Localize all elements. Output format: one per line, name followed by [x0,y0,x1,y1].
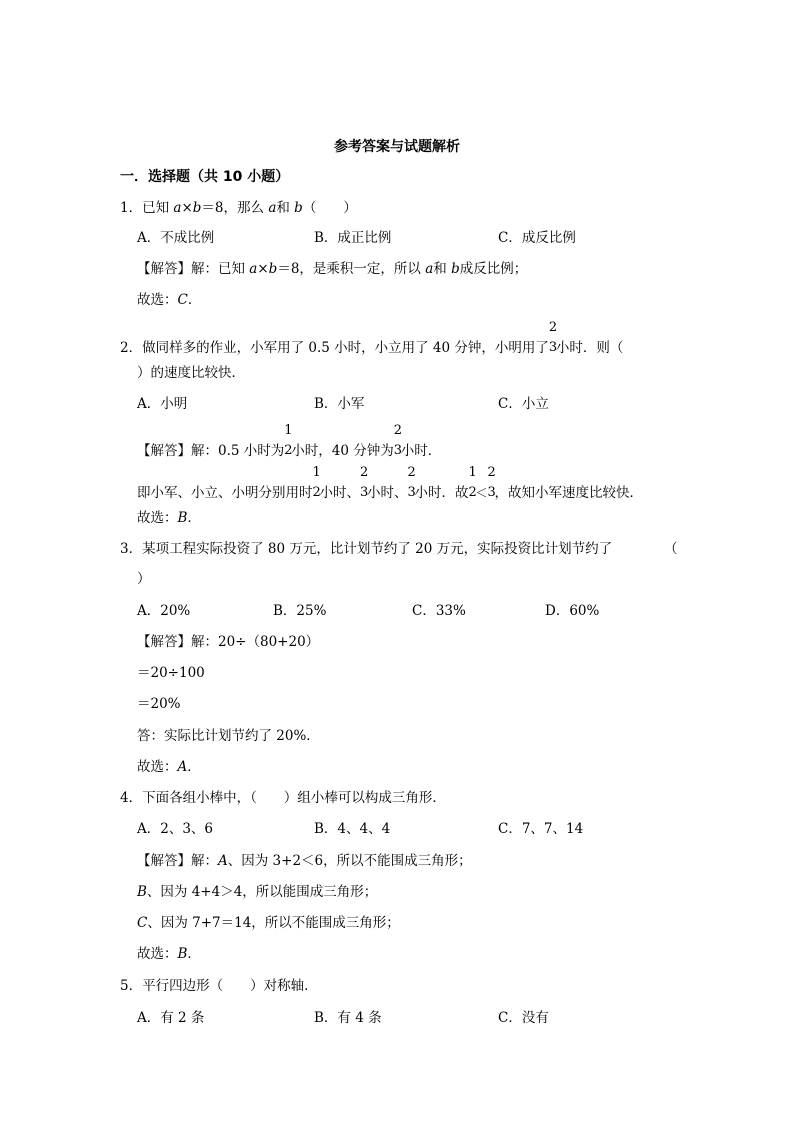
question-4-option-a: A．2、3、6 [137,821,214,837]
question-1-stem: 1．已知 a×b＝8，那么 a和 b（ ） [120,200,357,216]
question-5-option-c: C．没有 [498,1010,549,1026]
question-2-answer-line2: 即小军、小立、小明分别用时 1 2 小时、 2 3 小时、 2 3 小时．故 1 2 ＜ 2 3 ，故知小军速度比较快． [137,465,644,501]
question-2-choice: 故选：B． [137,510,201,526]
question-3-answer-line1: 【解答】解：20÷（80+20） [137,634,320,650]
question-5-option-b: B．有 4 条 [314,1010,382,1026]
fraction-1-2: 1 2 [312,465,321,500]
question-3-option-c: C．33% [412,603,466,619]
page-title: 参考答案与试题解析 [334,139,460,155]
question-3-paren-open: （ [664,541,678,557]
question-3-answer-line2: ＝20÷100 [137,665,205,681]
question-1-option-b: B．成正比例 [314,230,392,246]
question-3-answer-line4: 答：实际比计划节约了 20%． [137,728,320,744]
question-1-choice: 故选：C． [137,292,202,308]
question-4-answer-line2: B、因为 4+4＞4，所以能围成三角形； [137,884,378,900]
question-3-choice: 故选：A． [137,759,201,775]
question-5-stem: 5．平行四边形（ ）对称轴． [120,978,318,994]
question-4-option-c: C．7、7、14 [498,821,584,837]
section-heading: 一．选择题（共 10 小题） [120,169,290,185]
fraction-1-2: 1 2 [284,423,293,458]
question-2-stem-line1: 2．做同样多的作业，小军用了 0.5 小时，小立用了 40 分钟，小明用了 2 3 小时．则（ [120,320,624,356]
question-4-answer-line3: C、因为 7+7＝14，所以不能围成三角形； [137,915,400,931]
question-3-stem-line2: ） [137,571,151,587]
question-3-answer-line3: ＝20% [137,696,181,712]
question-4-option-b: B．4、4、4 [314,821,391,837]
question-4-stem: 4．下面各组小棒中，（ ）组小棒可以构成三角形． [120,790,446,806]
question-1-option-c: C．成反比例 [498,230,576,246]
question-3-option-a: A．20% [137,603,191,619]
fraction-1-2: 1 2 [468,465,477,500]
fraction-2-3: 2 3 [407,465,416,500]
question-2-answer-line1: 【解答】解：0.5 小时为 1 2 小时，40 分钟为 2 3 小时． [137,423,442,459]
question-2-stem-line2: ）的速度比较快． [137,365,245,381]
question-5-option-a: A．有 2 条 [137,1010,205,1026]
question-4-choice: 故选：B． [137,946,201,962]
question-3-stem-line1: 3．某项工程实际投资了 80 万元，比计划节约了 20 万元，实际投资比计划节约了 [120,541,613,557]
fraction-2-3: 2 3 [487,465,496,500]
question-2-option-c: C．小立 [498,396,549,412]
question-1-answer: 【解答】解：已知 a×b＝8，是乘积一定，所以 a和 b成反比例； [137,261,528,277]
question-1-option-a: A．不成比例 [137,230,215,246]
question-3-option-d: D．60% [545,603,600,619]
fraction-2-3: 2 3 [393,423,403,458]
question-4-answer-line1: 【解答】解：A、因为 3+2＜6，所以不能围成三角形； [137,853,472,869]
question-2-option-a: A．小明 [137,396,188,412]
fraction-2-3: 2 3 [360,465,369,500]
question-2-option-b: B．小军 [314,396,365,412]
question-3-option-b: B．25% [273,603,327,619]
fraction-2-3: 2 3 [548,320,558,355]
